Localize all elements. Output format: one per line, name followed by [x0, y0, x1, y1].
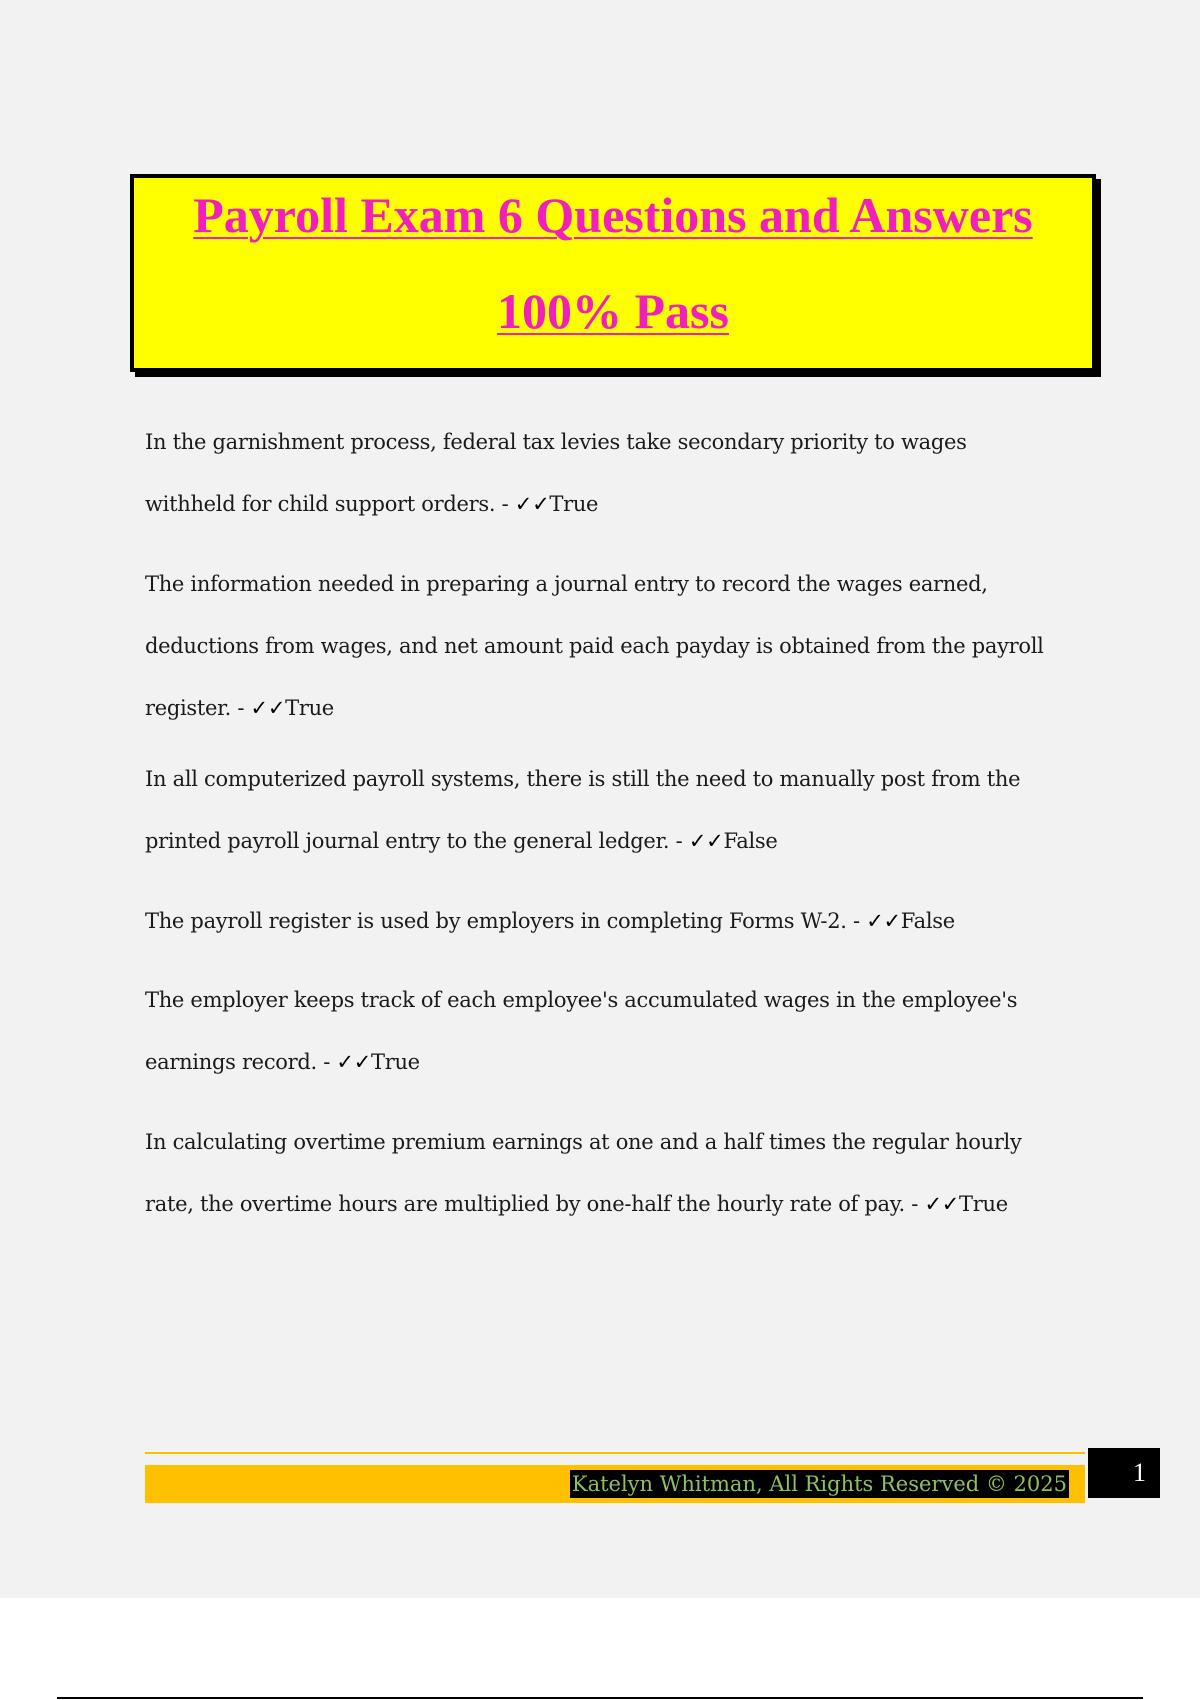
question-item	[145, 1111, 1095, 1235]
question-text-line: deductions from wages, and net amount paid each payday is obtained from the payroll	[145, 634, 1044, 658]
question-text-line	[145, 473, 1095, 535]
answer-text: True	[285, 696, 334, 720]
answer-text: False	[723, 829, 778, 853]
answer-text: False	[900, 909, 955, 933]
question-text-line: In the garnishment process, federal tax levies take secondary priority to wages	[145, 430, 967, 454]
double-check-icon: ✓✓	[514, 492, 550, 516]
question-text-line: The employer keeps track of each employee's accumulated wages in the employee's	[145, 988, 1018, 1012]
document-subtitle: 100% Pass	[497, 283, 729, 339]
double-check-icon: ✓✓	[336, 1050, 372, 1074]
question-text-line	[145, 890, 1095, 952]
question-text: withheld for child support orders. -	[145, 492, 515, 516]
question-text-line: The information needed in preparing a journal entry to record the wages earned,	[145, 572, 988, 596]
bottom-divider	[57, 1697, 1143, 1699]
copyright-notice: Katelyn Whitman, All Rights Reserved © 2025	[571, 1472, 1067, 1496]
footer-divider	[145, 1452, 1085, 1454]
question-text-line	[145, 677, 1095, 739]
question-item	[145, 553, 1095, 739]
title-box	[130, 174, 1096, 372]
question-text-line	[145, 1031, 1095, 1093]
question-text-line: In calculating overtime premium earnings at one and a half times the regular hourly	[145, 1130, 1022, 1154]
answer-text: True	[549, 492, 599, 516]
question-text-line: In all computerized payroll systems, there is still the need to manually post from the	[145, 767, 1021, 791]
question-text-line	[145, 1173, 1095, 1235]
double-check-icon: ✓✓	[688, 829, 724, 853]
double-check-icon: ✓✓	[250, 696, 286, 720]
page-number: 1	[1088, 1448, 1160, 1498]
question-text: register. -	[145, 696, 251, 720]
question-item	[145, 748, 1095, 872]
question-text: printed payroll journal entry to the general ledger. -	[145, 829, 689, 853]
question-text-line	[145, 810, 1095, 872]
question-item	[145, 890, 1095, 952]
answer-text: True	[371, 1050, 420, 1074]
document-title: Payroll Exam 6 Questions and Answers	[193, 187, 1033, 243]
question-item	[145, 969, 1095, 1093]
question-text: The payroll register is used by employers in completing Forms W-2. -	[145, 909, 867, 933]
question-text: earnings record. -	[145, 1050, 337, 1074]
question-item	[145, 411, 1095, 535]
double-check-icon: ✓✓	[924, 1192, 960, 1216]
double-check-icon: ✓✓	[866, 909, 901, 933]
question-text: rate, the overtime hours are multiplied by one-half the hourly rate of pay. -	[145, 1192, 925, 1216]
answer-text: True	[959, 1192, 1008, 1216]
footer-bar	[145, 1465, 1085, 1503]
